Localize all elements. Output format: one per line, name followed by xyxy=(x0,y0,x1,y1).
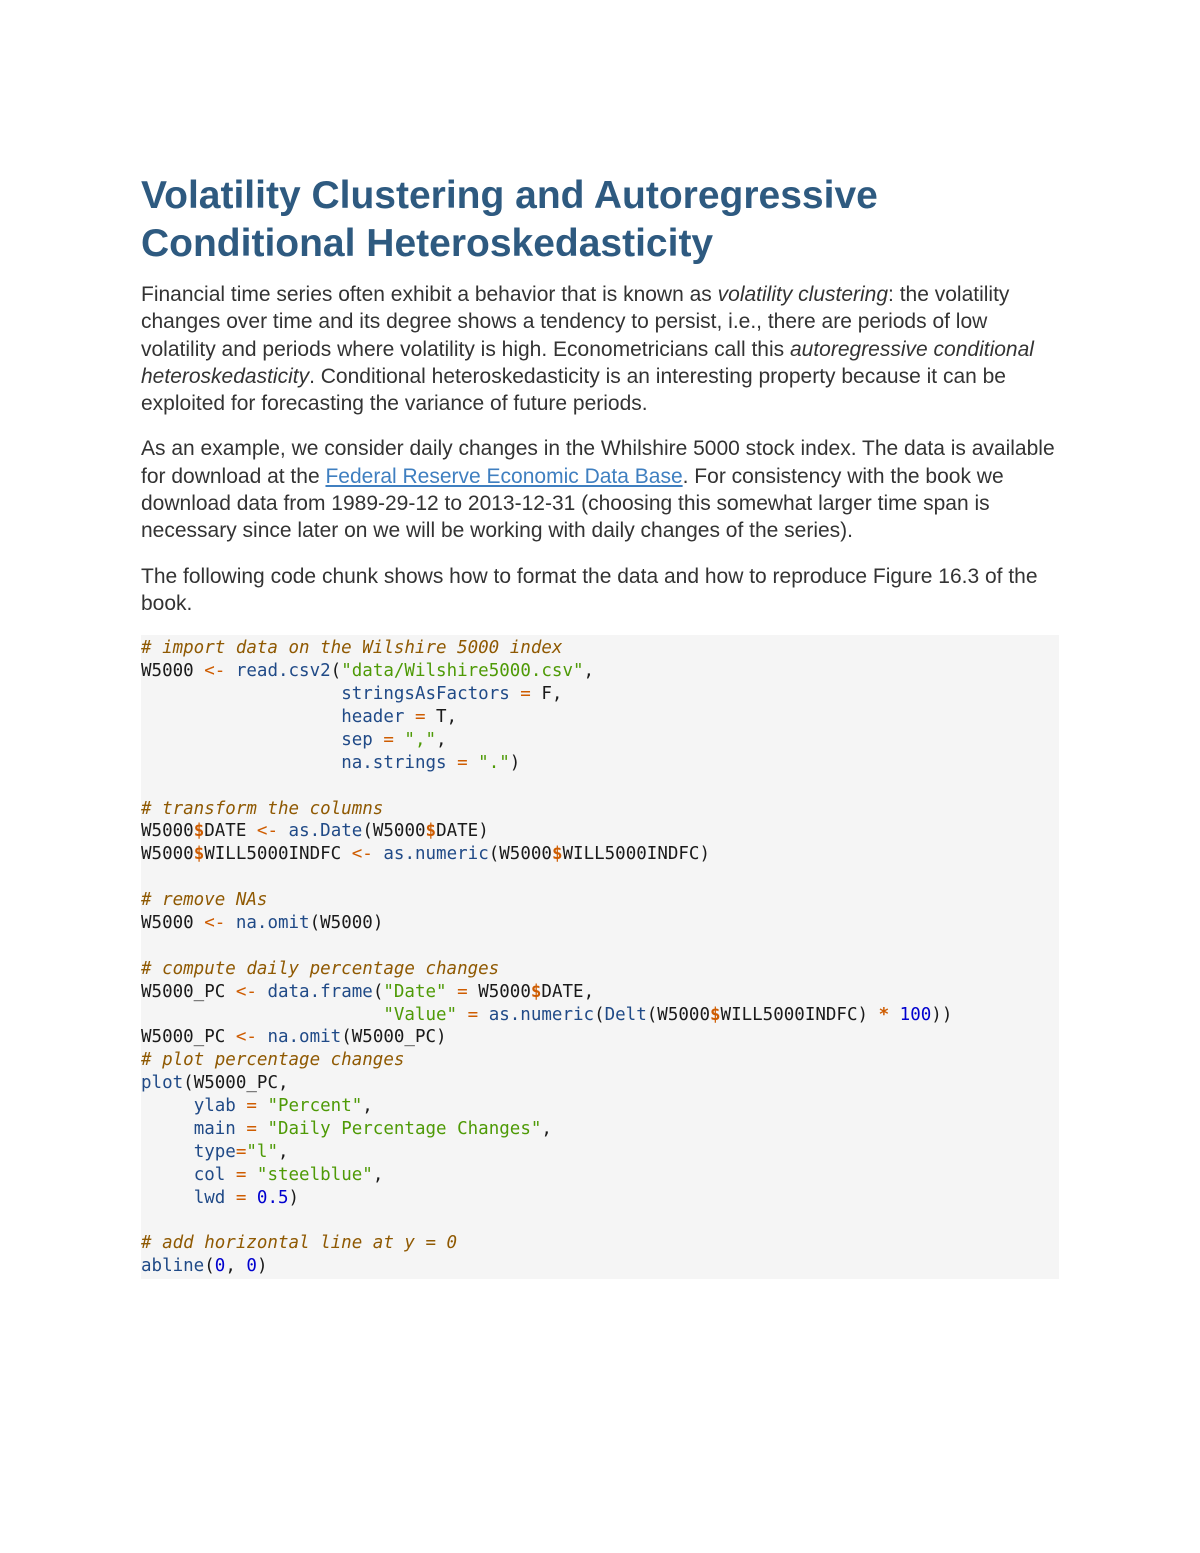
code-text: ( xyxy=(330,661,342,682)
code-comment: # transform the columns xyxy=(141,798,384,819)
code-operator: = xyxy=(235,1141,247,1162)
code-function: Delt xyxy=(604,1004,647,1025)
code-function: plot xyxy=(141,1073,184,1094)
code-text: W5000 xyxy=(478,981,531,1002)
code-text: T, xyxy=(436,706,458,727)
code-operator: $ xyxy=(193,821,205,842)
code-operator: <- xyxy=(235,981,257,1002)
code-operator: = xyxy=(509,684,542,705)
code-line xyxy=(141,798,1059,821)
code-text: F, xyxy=(541,684,563,705)
code-text: (W5000 xyxy=(488,844,552,865)
code-text xyxy=(889,1005,900,1025)
code-argument: header xyxy=(341,706,405,727)
code-operator: $ xyxy=(425,821,437,842)
code-argument: main xyxy=(193,1118,236,1139)
code-line xyxy=(141,660,1059,683)
code-text: ( xyxy=(594,1004,605,1025)
code-text: W5000 xyxy=(141,661,205,682)
code-number: 0.5 xyxy=(256,1187,289,1208)
code-argument: lwd xyxy=(193,1187,226,1208)
code-text: , xyxy=(436,729,447,750)
code-operator: = xyxy=(372,729,405,750)
code-text xyxy=(278,821,289,841)
code-text: , xyxy=(225,1256,247,1277)
code-operator: = xyxy=(225,1187,257,1208)
title-line-1: Volatility Clustering and Autoregressive xyxy=(141,174,878,217)
code-line xyxy=(141,1255,1059,1278)
code-string: "Daily Percentage Changes" xyxy=(267,1118,542,1139)
code-line xyxy=(141,1004,1059,1027)
code-line xyxy=(141,1026,1059,1049)
code-function: na.omit xyxy=(267,1027,342,1048)
code-text xyxy=(257,1027,268,1047)
code-text: WILL5000INDFC xyxy=(204,844,352,865)
code-text: ) xyxy=(509,752,521,773)
code-text: DATE xyxy=(204,821,257,842)
code-indent xyxy=(141,1005,383,1025)
code-string: "," xyxy=(404,729,437,750)
paragraph-code-intro: The following code chunk shows how to format the data and how to reproduce Figure 16.3 of the book. xyxy=(141,564,1038,615)
code-text: (W5000_PC, xyxy=(183,1073,289,1094)
code-operator: $ xyxy=(193,844,205,865)
code-text: ) xyxy=(256,1256,268,1277)
code-operator: $ xyxy=(551,844,563,865)
code-argument: na.strings xyxy=(341,752,447,773)
code-argument: sep xyxy=(341,729,373,750)
code-operator: = xyxy=(446,981,479,1002)
code-operator: $ xyxy=(530,981,542,1002)
code-indent xyxy=(141,1096,194,1116)
code-line xyxy=(141,1118,1059,1141)
code-text: , xyxy=(541,1118,552,1139)
code-line xyxy=(141,843,1059,866)
code-operator: $ xyxy=(709,1004,721,1025)
code-text: W5000 xyxy=(141,844,194,865)
code-comment: # plot percentage changes xyxy=(141,1050,405,1071)
code-indent xyxy=(141,707,341,727)
code-text: W5000_PC xyxy=(141,1027,236,1048)
code-indent xyxy=(141,753,341,773)
code-text: W5000 xyxy=(141,821,194,842)
code-indent xyxy=(141,1165,194,1185)
code-text xyxy=(373,844,384,864)
code-operator: <- xyxy=(204,661,226,682)
code-function: as.numeric xyxy=(488,1004,595,1025)
code-line xyxy=(141,1049,1059,1072)
code-argument: ylab xyxy=(193,1096,236,1117)
code-operator: <- xyxy=(351,844,373,865)
code-string: "data/Wilshire5000.csv" xyxy=(341,661,584,682)
code-string: "l" xyxy=(246,1141,278,1162)
code-argument: stringsAsFactors xyxy=(341,684,510,705)
code-text: W5000_PC xyxy=(141,981,236,1002)
code-text: (W5000_PC) xyxy=(341,1027,447,1048)
paragraph-intro xyxy=(141,281,1059,417)
code-indent xyxy=(141,1119,194,1139)
code-line xyxy=(141,1232,1059,1255)
code-text: DATE, xyxy=(541,981,595,1002)
paragraph-text: As an example, we consider daily changes in the Whilshire 5000 stock index. The data is available for download at the xyxy=(141,437,1055,488)
code-argument: type xyxy=(193,1141,236,1162)
code-text xyxy=(225,661,236,681)
code-text: , xyxy=(362,1096,373,1117)
code-operator: <- xyxy=(235,1027,257,1048)
code-number: 0 xyxy=(246,1256,257,1277)
code-line xyxy=(141,637,1059,660)
code-line xyxy=(141,1095,1059,1118)
code-text: ( xyxy=(372,981,384,1002)
code-line xyxy=(141,1141,1059,1164)
code-blank-line xyxy=(141,775,1059,798)
code-line xyxy=(141,729,1059,752)
code-argument: col xyxy=(193,1164,226,1185)
paragraph-text: Financial time series often exhibit a behavior that is known as xyxy=(141,283,718,306)
code-block[interactable] xyxy=(141,635,1059,1279)
code-blank-line xyxy=(141,1210,1059,1233)
code-line xyxy=(141,683,1059,706)
code-text: WILL5000INDFC) xyxy=(562,844,711,865)
code-text xyxy=(225,913,236,933)
code-indent xyxy=(141,730,341,750)
code-text: (W5000) xyxy=(309,912,384,933)
emphasis-arch: autoregressive conditional heteroskedasticity xyxy=(141,337,1034,388)
code-line xyxy=(141,820,1059,843)
code-blank-line xyxy=(141,935,1059,958)
code-text xyxy=(257,982,268,1002)
paragraph-text: . For consistency with the book we download data from 1989-29-12 to 2013-12-31 (choosing this somewhat larger time span is necessary since later on we will be working with daily changes of the series). xyxy=(141,464,1004,543)
code-comment: # add horizontal line at y = 0 xyxy=(141,1233,458,1254)
code-line xyxy=(141,912,1059,935)
code-text: (W5000 xyxy=(362,821,426,842)
code-operator: <- xyxy=(204,912,226,933)
code-line xyxy=(141,889,1059,912)
code-operator: = xyxy=(235,1096,268,1117)
code-line xyxy=(141,752,1059,775)
code-line xyxy=(141,706,1059,729)
code-function: abline xyxy=(141,1256,205,1277)
code-string: "Date" xyxy=(383,981,447,1002)
code-indent xyxy=(141,1188,194,1208)
code-text: , xyxy=(583,661,595,682)
code-string: "." xyxy=(478,752,510,773)
code-operator: = xyxy=(446,752,479,773)
code-comment: # import data on the Wilshire 5000 index xyxy=(141,638,563,659)
code-function: read.csv2 xyxy=(235,661,331,682)
emphasis-volatility-clustering: volatility clustering xyxy=(717,283,889,306)
code-text: WILL5000INDFC) xyxy=(720,1004,879,1025)
code-operator: <- xyxy=(256,821,278,842)
page-title xyxy=(141,172,1059,268)
code-line xyxy=(141,1164,1059,1187)
code-text: , xyxy=(372,1164,384,1185)
code-indent xyxy=(141,1142,194,1162)
paragraph-text: . Conditional heteroskedasticity is an interesting property because it can be exploited for forecasting the variance of future periods. xyxy=(141,364,1006,416)
code-operator: * xyxy=(878,1004,890,1025)
code-function: as.Date xyxy=(288,821,363,842)
code-text: W5000 xyxy=(141,912,205,933)
code-blank-line xyxy=(141,866,1059,889)
code-function: na.omit xyxy=(235,912,310,933)
code-function: as.numeric xyxy=(383,844,489,865)
code-function: data.frame xyxy=(267,981,373,1002)
code-comment: # remove NAs xyxy=(141,890,268,911)
code-comment: # compute daily percentage changes xyxy=(141,958,500,979)
code-operator: = xyxy=(235,1118,268,1139)
code-string: "Value" xyxy=(383,1004,458,1025)
code-text: )) xyxy=(931,1004,953,1025)
code-text: , xyxy=(278,1141,289,1162)
code-text: ) xyxy=(288,1187,300,1208)
code-line xyxy=(141,1187,1059,1210)
paragraph-text: : the volatility changes over time and its degree shows a tendency to persist, i.e., there are periods of low volatility and periods where volatility is high. Econometricians call this xyxy=(141,283,1010,361)
fred-link[interactable]: Federal Reserve Economic Data Base xyxy=(325,464,683,488)
paragraph-example xyxy=(141,435,1059,544)
code-number: 100 xyxy=(899,1004,932,1025)
code-line xyxy=(141,958,1059,981)
code-number: 0 xyxy=(214,1256,226,1277)
code-string: "Percent" xyxy=(267,1096,363,1117)
code-operator: = xyxy=(404,706,437,727)
code-string: "steelblue" xyxy=(256,1164,373,1185)
code-text: (W5000 xyxy=(646,1004,710,1025)
code-text: DATE) xyxy=(436,821,489,842)
code-operator: = xyxy=(457,1004,489,1025)
document-page xyxy=(141,172,1059,1279)
title-line-2: Conditional Heteroskedasticity xyxy=(141,222,714,265)
code-line xyxy=(141,1072,1059,1095)
code-text: ( xyxy=(204,1256,215,1277)
code-indent xyxy=(141,684,341,704)
code-line xyxy=(141,981,1059,1004)
code-operator: = xyxy=(225,1164,257,1185)
